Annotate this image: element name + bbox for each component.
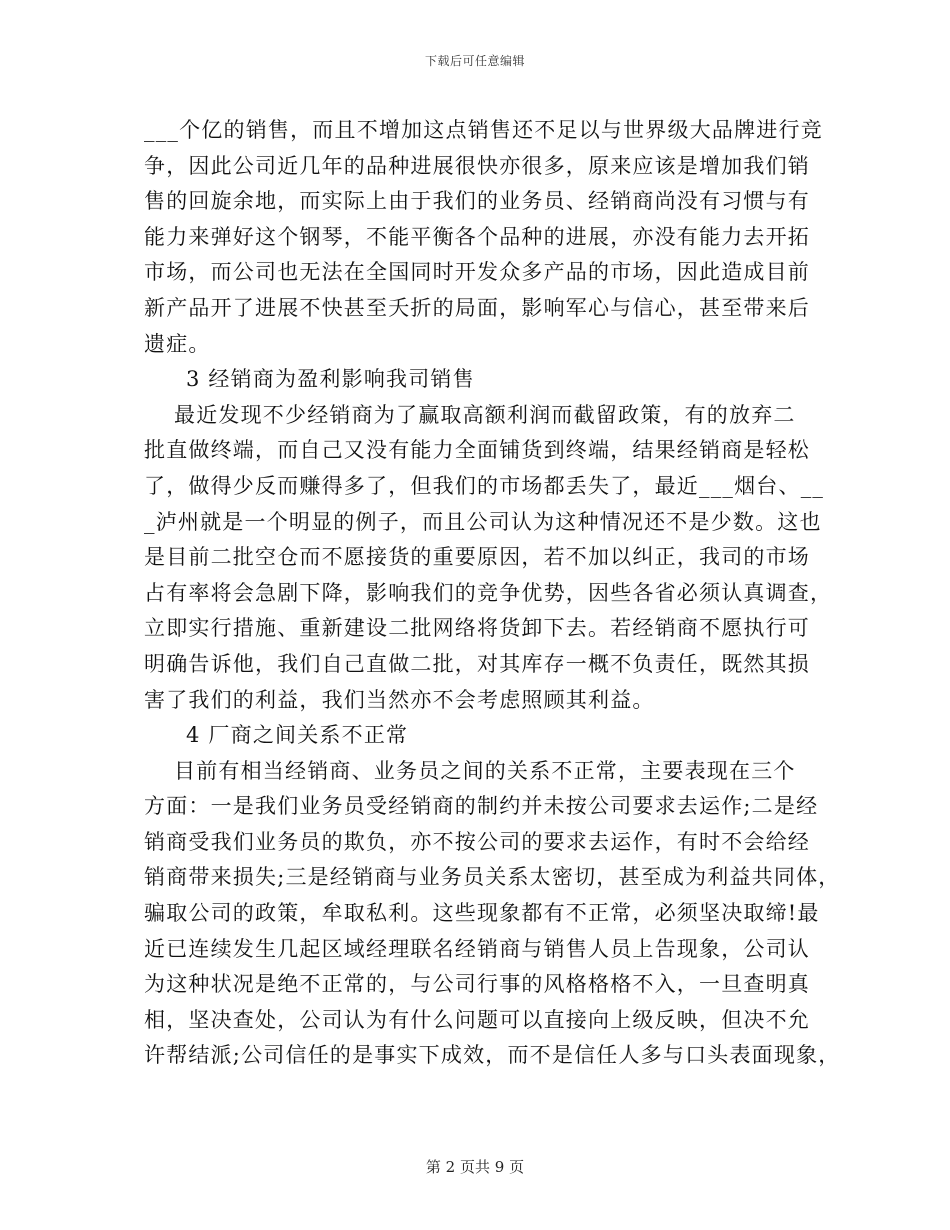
text-line: 批直做终端，而自己又没有能力全面铺货到终端，结果经销商是轻松 [144, 438, 810, 463]
text-line: 销商受我们业务员的欺负，亦不按公司的要求去运作，有时不会给经 [144, 829, 810, 854]
text-line: 新产品开了进展不快甚至夭折的局面，影响军心与信心，甚至带来后 [144, 295, 810, 320]
text-line: 明确告诉他，我们自己直做二批，对其库存一概不负责任，既然其损 [144, 651, 810, 676]
text-line: 售的回旋余地，而实际上由于我们的业务员、经销商尚没有习惯与有 [144, 189, 810, 214]
text-line: 占有率将会急剧下降，影响我们的竞争优势，因些各省必须认真调查， [144, 580, 833, 605]
page-footer: 第 2 页共 9 页 [425, 1158, 525, 1176]
text-line: 许帮结派;公司信任的是事实下成效，而不是信任人多与口头表面现象， [144, 1043, 841, 1068]
text-line: 是目前二批空仓而不愿接货的重要原因，若不加以纠正，我司的市场 [144, 545, 810, 570]
text-line: 近已连续发生几起区域经理联名经销商与销售人员上告现象，公司认 [144, 936, 810, 961]
text-line: 了，做得少反而赚得多了，但我们的市场都丢失了，最近___烟台、__ [144, 473, 825, 498]
text-line: ___个亿的销售，而且不增加这点销售还不足以与世界级大品牌进行竞 [144, 118, 823, 142]
paragraph [144, 113, 823, 362]
text-line: 为这种状况是绝不正常的，与公司行事的风格格格不入，一旦查明真 [144, 972, 810, 997]
section-heading: 4 厂商之间关系不正常 [186, 723, 409, 748]
page-header: 下载后可任意编辑 [424, 54, 525, 68]
text-line: 相，坚决查处，公司认为有什么问题可以直接向上级反映，但决不允 [144, 1007, 810, 1032]
paragraph [144, 754, 841, 1074]
text-line: 市场，而公司也无法在全国同时开发众多产品的市场，因此造成目前 [144, 260, 810, 285]
text-line: 骗取公司的政策，牟取私利。这些现象都有不正常，必须坚决取缔!最 [144, 901, 820, 926]
text-line: 立即实行措施、重新建设二批网络将货卸下去。若经销商不愿执行可 [144, 616, 810, 641]
text-line: 方面：一是我们业务员受经销商的制约并未按公司要求去运作;二是经 [144, 794, 819, 819]
text-line: 争，因此公司近几年的品种进展很快亦很多，原来应该是增加我们销 [144, 153, 810, 178]
text-line: _泸州就是一个明显的例子，而且公司认为这种情况还不是少数。这也 [144, 509, 822, 534]
text-line: 遗症。 [144, 331, 211, 356]
section-heading: 3 经销商为盈利影响我司销售 [186, 367, 475, 392]
text-line: 目前有相当经销商、业务员之间的关系不正常，主要表现在三个 [174, 758, 796, 783]
document-body [144, 113, 841, 1074]
text-line: 能力来弹好这个钢琴，不能平衡各个品种的进展，亦没有能力去开拓 [144, 224, 810, 249]
text-line: 销商带来损失;三是经销商与业务员关系太密切，甚至成为利益共同体， [144, 865, 841, 890]
paragraph [144, 398, 833, 718]
text-line: 害了我们的利益，我们当然亦不会考虑照顾其利益。 [144, 687, 655, 712]
text-line: 最近发现不少经销商为了赢取高额利润而截留政策，有的放弃二 [174, 402, 796, 427]
